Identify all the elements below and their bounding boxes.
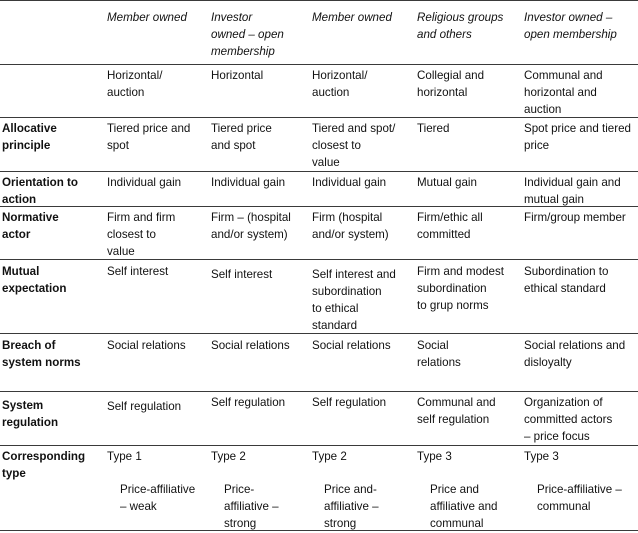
column-header: Religious groups and others <box>417 11 504 41</box>
table-cell: Organization of committed actors – price focus <box>524 396 613 443</box>
table-cell: Communal and horizontal and auction <box>524 69 603 116</box>
table-cell: Horizontal/ auction <box>312 69 368 99</box>
table-cell: Mutual gain <box>417 176 477 189</box>
row-label: System regulation <box>2 399 59 429</box>
type-label: Type 2 <box>312 450 347 463</box>
table-cell: Firm/group member <box>524 211 626 224</box>
row-divider <box>0 445 638 446</box>
table-cell: Price and- affiliative – strong <box>324 483 379 530</box>
column-header: Member owned <box>312 11 392 24</box>
table-cell: Horizontal/ auction <box>107 69 163 99</box>
row-label: Mutual expectation <box>2 265 67 295</box>
table-cell: Spot price and tiered price <box>524 122 631 152</box>
table-cell: Social relations <box>312 339 391 352</box>
table-cell: Price- affiliative – strong <box>224 483 279 530</box>
bottom-rule <box>0 530 638 531</box>
row-divider <box>0 171 638 172</box>
table-cell: Firm – (hospital and/or system) <box>211 211 291 241</box>
column-header: Investor owned – open membership <box>211 11 284 58</box>
table-cell: Firm/ethic all committed <box>417 211 483 241</box>
row-label: Corresponding type <box>2 450 86 480</box>
table-cell: Self interest <box>107 265 169 278</box>
table-cell: Tiered price and spot <box>211 122 272 152</box>
table-cell: Subordination to ethical standard <box>524 265 609 295</box>
row-divider <box>0 64 638 65</box>
table-cell: Individual gain and mutual gain <box>524 176 621 206</box>
column-header: Member owned <box>107 11 187 24</box>
table-cell: Price-affiliative – communal <box>537 483 622 513</box>
row-label: Allocative principle <box>2 122 57 152</box>
table-cell: Collegial and horizontal <box>417 69 485 99</box>
table-cell: Tiered and spot/ closest to value <box>312 122 396 169</box>
table-cell: Price-affiliative – weak <box>120 483 196 513</box>
table-cell: Self regulation <box>312 396 387 409</box>
table-cell: Individual gain <box>211 176 286 189</box>
row-label: Orientation to action <box>2 176 78 206</box>
table-cell: Social relations <box>107 339 186 352</box>
table-cell: Social relations and disloyalty <box>524 339 626 369</box>
table-cell: Tiered <box>417 122 450 135</box>
table-cell: Social relations <box>417 339 461 369</box>
type-label: Type 2 <box>211 450 246 463</box>
table-cell: Firm and firm closest to value <box>107 211 176 258</box>
table-cell: Self regulation <box>211 396 286 409</box>
table-cell: Horizontal <box>211 69 264 82</box>
table-cell: Social relations <box>211 339 290 352</box>
table-cell: Self interest and subordination to ethical standard <box>312 268 396 332</box>
table-cell: Tiered price and spot <box>107 122 191 152</box>
table-cell: Self regulation <box>107 400 182 413</box>
row-label: Normative actor <box>2 211 59 241</box>
table-cell: Firm (hospital and/or system) <box>312 211 389 241</box>
row-divider <box>0 259 638 260</box>
row-divider <box>0 391 638 392</box>
table-cell: Self interest <box>211 268 273 281</box>
type-label: Type 1 <box>107 450 142 463</box>
table-cell: Individual gain <box>107 176 182 189</box>
table-cell: Firm and modest subordination to grup norms <box>417 265 504 312</box>
table-cell: Communal and self regulation <box>417 396 496 426</box>
table-cell: Price and affiliative and communal <box>430 483 498 530</box>
column-header: Investor owned – open membership <box>524 11 617 41</box>
row-label: Breach of system norms <box>2 339 81 369</box>
type-label: Type 3 <box>524 450 559 463</box>
table-cell: Individual gain <box>312 176 387 189</box>
top-rule <box>0 0 638 1</box>
type-label: Type 3 <box>417 450 452 463</box>
